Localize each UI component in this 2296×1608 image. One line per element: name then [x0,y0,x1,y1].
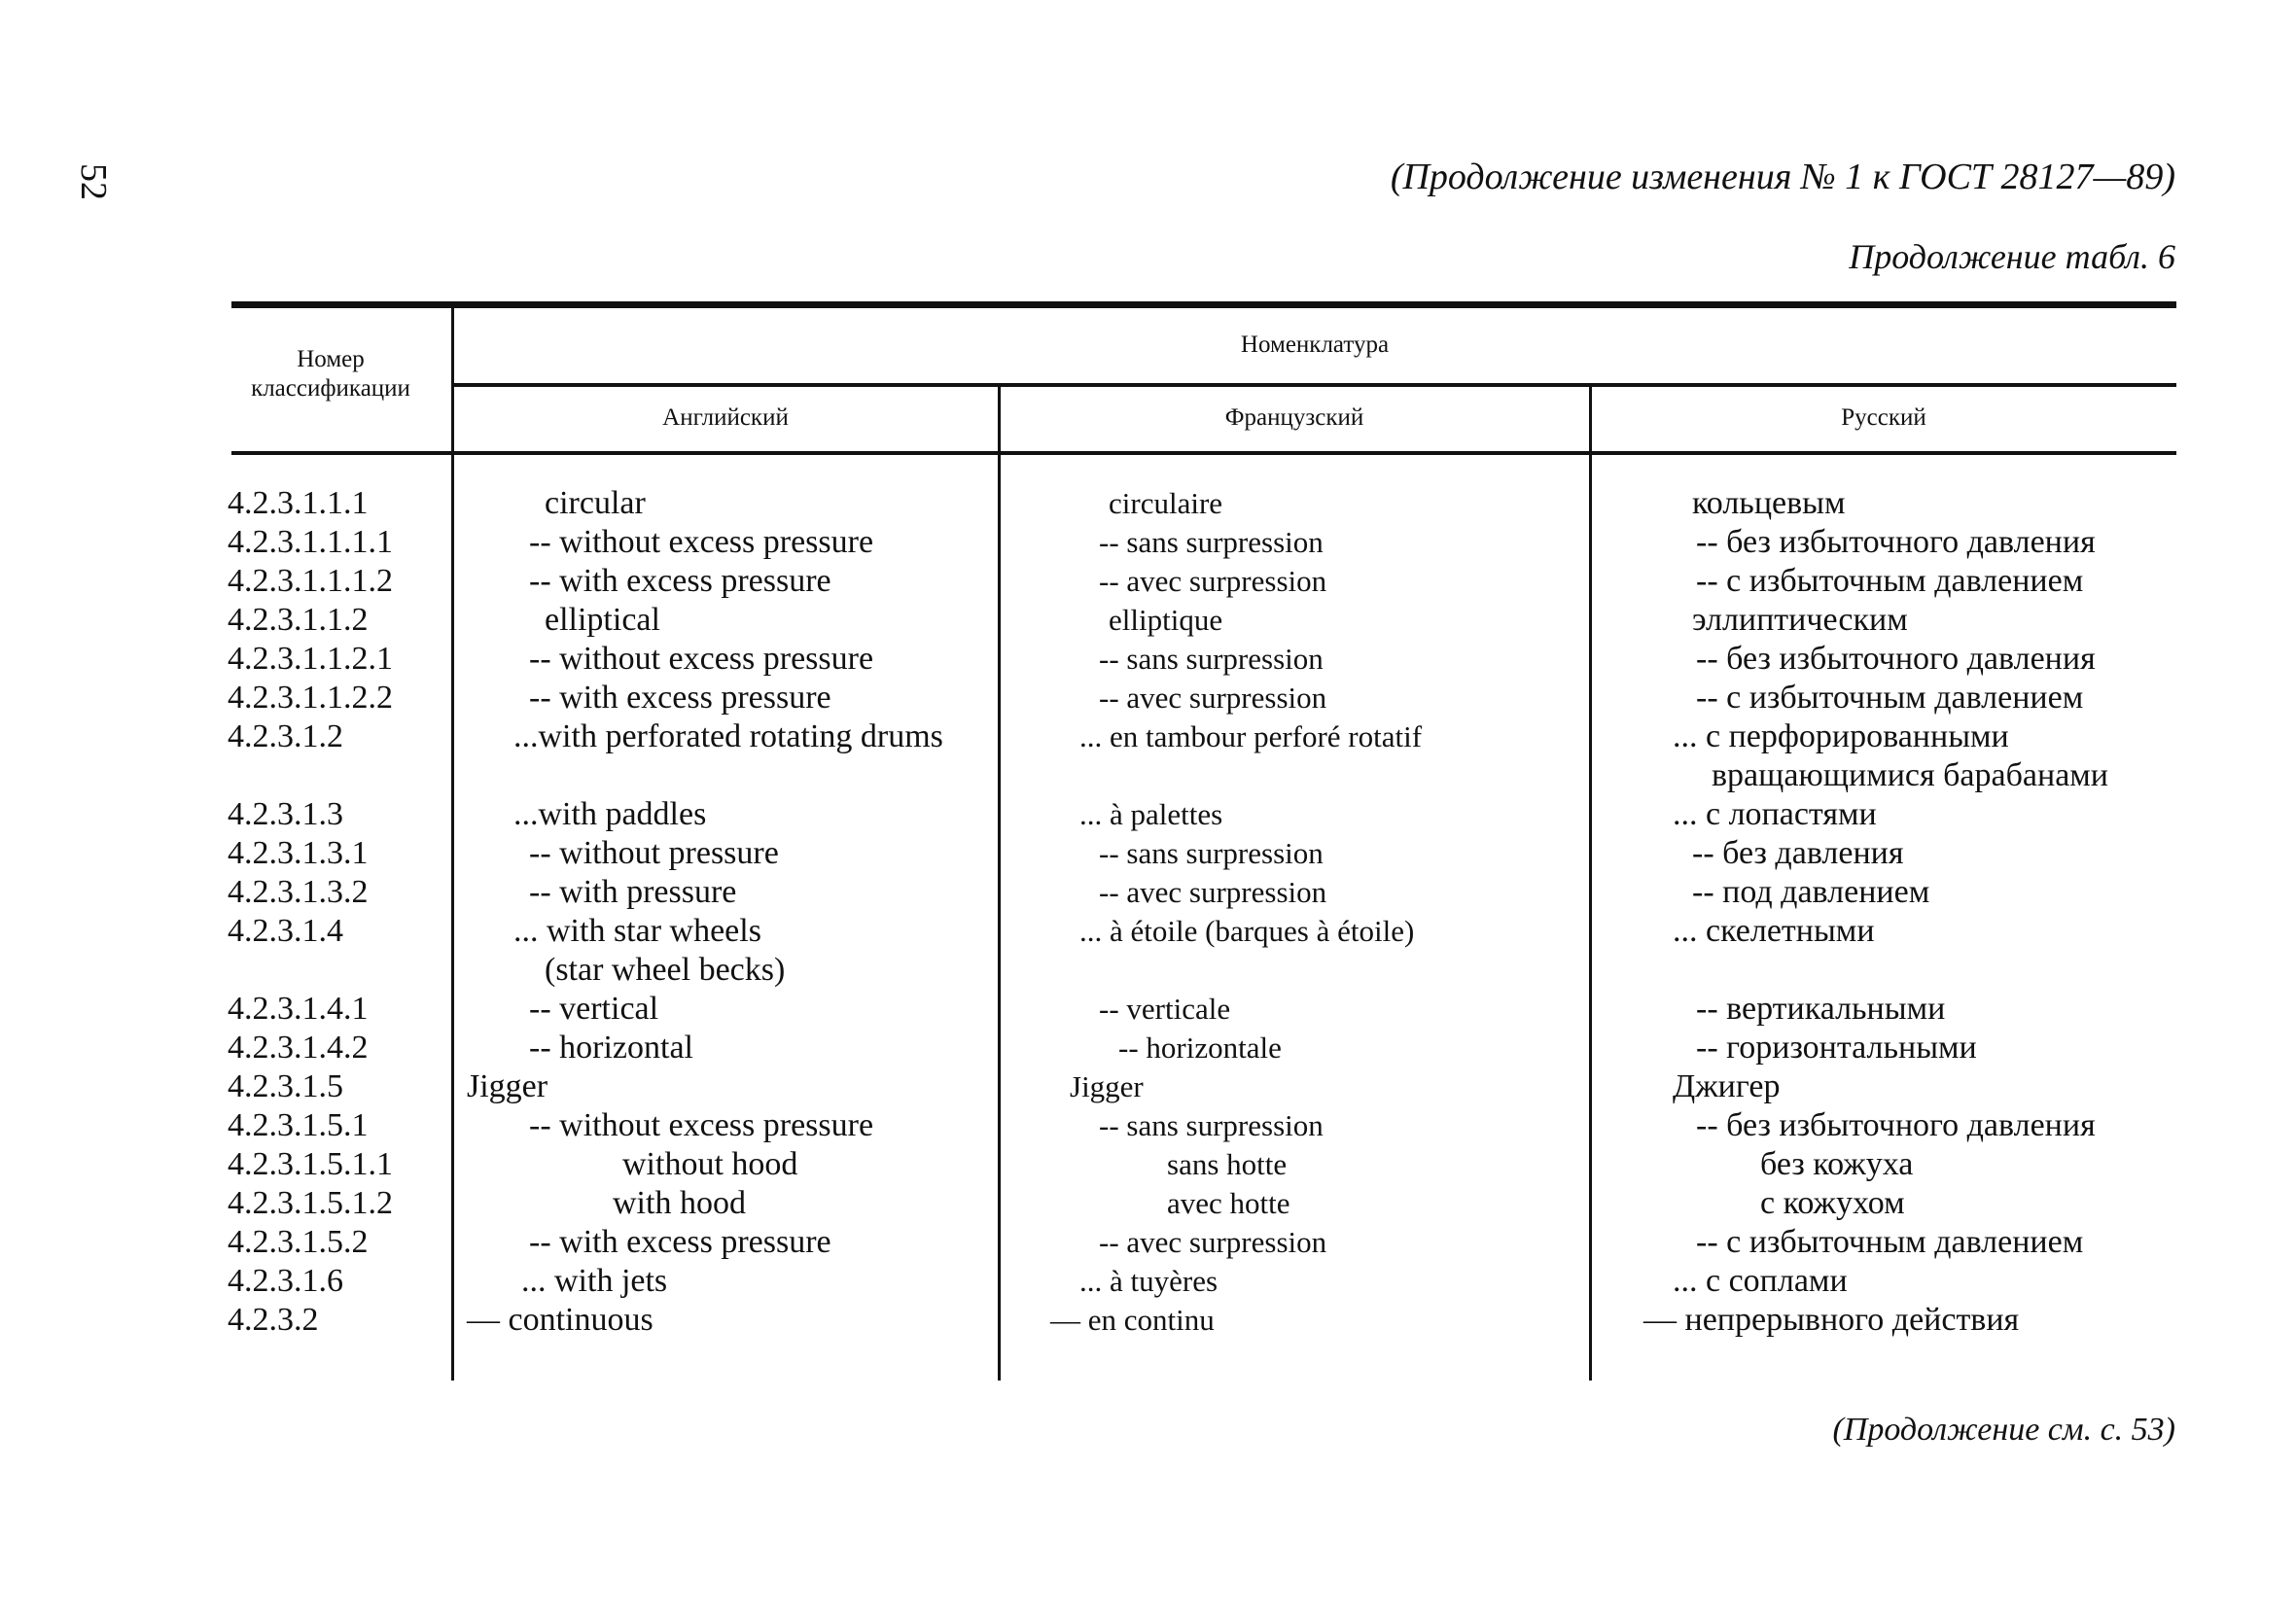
cell-english: ...with perforated rotating drums [513,718,943,754]
cell-russian: -- с избыточным давлением [1696,1224,2084,1260]
cell-english: -- with excess pressure [529,563,831,599]
cell-english: -- without excess pressure [529,641,874,677]
cell-french: -- avec surpression [1099,681,1327,715]
cell-number: 4.2.3.1.5.1 [228,1107,369,1143]
cell-russian: -- с избыточным давлением [1696,680,2084,716]
cell-number: 4.2.3.1.4 [228,913,343,949]
cell-english: with hood [613,1185,746,1221]
cell-french: ... à étoile (barques à étoile) [1079,914,1415,948]
nomenclature-rule [453,383,2176,387]
cell-number [228,951,442,990]
cell-russian: -- без давления [1692,835,1904,871]
cell-french [1021,756,1566,795]
cell-russian: ... скелетными [1673,913,1875,949]
cell-french: avec hotte [1167,1186,1290,1220]
cell-russian: с кожухом [1760,1185,1905,1221]
header-french: Французский [1224,404,1364,431]
column-russian [1614,484,2198,1340]
cell-number: 4.2.3.1.1.1.1 [228,524,393,560]
cell-number: 4.2.3.1.5.1.2 [228,1185,393,1221]
cell-number: 4.2.3.1.1.1.2 [228,563,393,599]
cell-french: Jigger [1070,1069,1144,1103]
cell-english: (star wheel becks) [545,952,786,988]
header-classification-number: Номер классификации [251,346,410,402]
cell-french: -- avec surpression [1099,875,1327,909]
cell-russian [1614,951,2198,990]
cell-french: -- verticale [1099,992,1231,1026]
cell-number: 4.2.3.1.3 [228,796,343,832]
cell-russian: -- без избыточного давления [1696,1107,2096,1143]
cell-english: — continuous [467,1302,653,1338]
continuation-note: (Продолжение см. с. 53) [1832,1412,2175,1448]
cell-number: 4.2.3.1.5 [228,1068,343,1104]
cell-french: -- horizontale [1118,1031,1282,1065]
page-number: 52 [73,163,114,200]
header-nomenclature: Номенклатура [1240,332,1390,358]
cell-russian: вращающимися барабанами [1712,757,2108,793]
cell-french: elliptique [1109,603,1223,637]
cell-english: Jigger [467,1068,548,1104]
cell-english: elliptical [545,602,660,638]
cell-english: circular [545,485,646,521]
cell-english: -- with excess pressure [529,1224,831,1260]
cell-russian: ... с соплами [1673,1263,1848,1299]
cell-french: ... à tuyères [1079,1264,1219,1298]
column-classification-number [228,484,442,1340]
column-divider-1 [451,301,454,1381]
cell-number: 4.2.3.1.3.2 [228,874,369,910]
cell-number [228,756,442,795]
cell-number: 4.2.3.1.6 [228,1263,343,1299]
cell-english: -- without excess pressure [529,1107,874,1143]
cell-english: -- vertical [529,991,659,1027]
cell-russian: -- вертикальными [1696,991,1946,1027]
cell-number: 4.2.3.1.1.2.1 [228,641,393,677]
cell-russian: -- горизонтальными [1696,1030,1977,1066]
cell-english: ... with jets [521,1263,668,1299]
cell-russian: Джигер [1673,1068,1781,1104]
cell-french: -- sans surpression [1099,642,1324,676]
cell-number: 4.2.3.1.1.1 [228,485,369,521]
cell-russian: -- без избыточного давления [1696,641,2096,677]
cell-french: -- sans surpression [1099,1108,1324,1142]
cell-number: 4.2.3.1.3.1 [228,835,369,871]
cell-french: -- sans surpression [1099,836,1324,870]
cell-number: 4.2.3.1.2 [228,718,343,754]
table-caption: Продолжение табл. 6 [1849,237,2175,276]
cell-english: -- with pressure [529,874,737,910]
cell-number: 4.2.3.1.4.1 [228,991,369,1027]
header-english: Английский [662,404,789,431]
cell-number: 4.2.3.1.1.2.2 [228,680,393,716]
cell-french: -- avec surpression [1099,564,1327,598]
cell-number: 4.2.3.1.1.2 [228,602,369,638]
column-divider-2 [998,385,1001,1381]
cell-english: -- horizontal [529,1030,693,1066]
cell-french: -- sans surpression [1099,525,1324,559]
cell-number: 4.2.3.1.5.2 [228,1224,369,1260]
header-russian: Русский [1841,404,1926,431]
cell-russian: -- с избыточным давлением [1696,563,2084,599]
cell-french: circulaire [1109,486,1223,520]
cell-english: -- without pressure [529,835,779,871]
cell-french: ... en tambour perforé rotatif [1079,719,1423,753]
cell-russian: без кожуха [1760,1146,1914,1182]
column-english [467,484,992,1340]
cell-number: 4.2.3.1.4.2 [228,1030,369,1066]
cell-russian: кольцевым [1692,485,1846,521]
table-top-rule [231,301,2176,308]
cell-russian: ... с перфорированными [1673,718,2009,754]
cell-french: ... à palettes [1079,797,1223,831]
cell-number: 4.2.3.1.5.1.1 [228,1146,393,1182]
cell-french: — en continu [1050,1303,1215,1337]
cell-russian: ... с лопастями [1673,796,1877,832]
cell-french: sans hotte [1167,1147,1288,1181]
cell-english: ... with star wheels [513,913,761,949]
cell-russian: -- без избыточного давления [1696,524,2096,560]
header-bottom-rule [231,451,2176,455]
cell-english: without hood [622,1146,798,1182]
column-divider-3 [1589,385,1592,1381]
cell-english: -- without excess pressure [529,524,874,560]
column-french [1021,484,1566,1340]
cell-number: 4.2.3.2 [228,1302,319,1338]
cell-french: -- avec surpression [1099,1225,1327,1259]
cell-french [1021,951,1566,990]
document-header: (Продолжение изменения № 1 к ГОСТ 28127—89) [1390,157,2175,197]
cell-russian: эллиптическим [1692,602,1908,638]
cell-russian: — непрерывного действия [1643,1302,2020,1338]
cell-english [467,756,992,795]
cell-english: ...with paddles [513,796,707,832]
cell-russian: -- под давлением [1692,874,1930,910]
cell-english: -- with excess pressure [529,680,831,716]
